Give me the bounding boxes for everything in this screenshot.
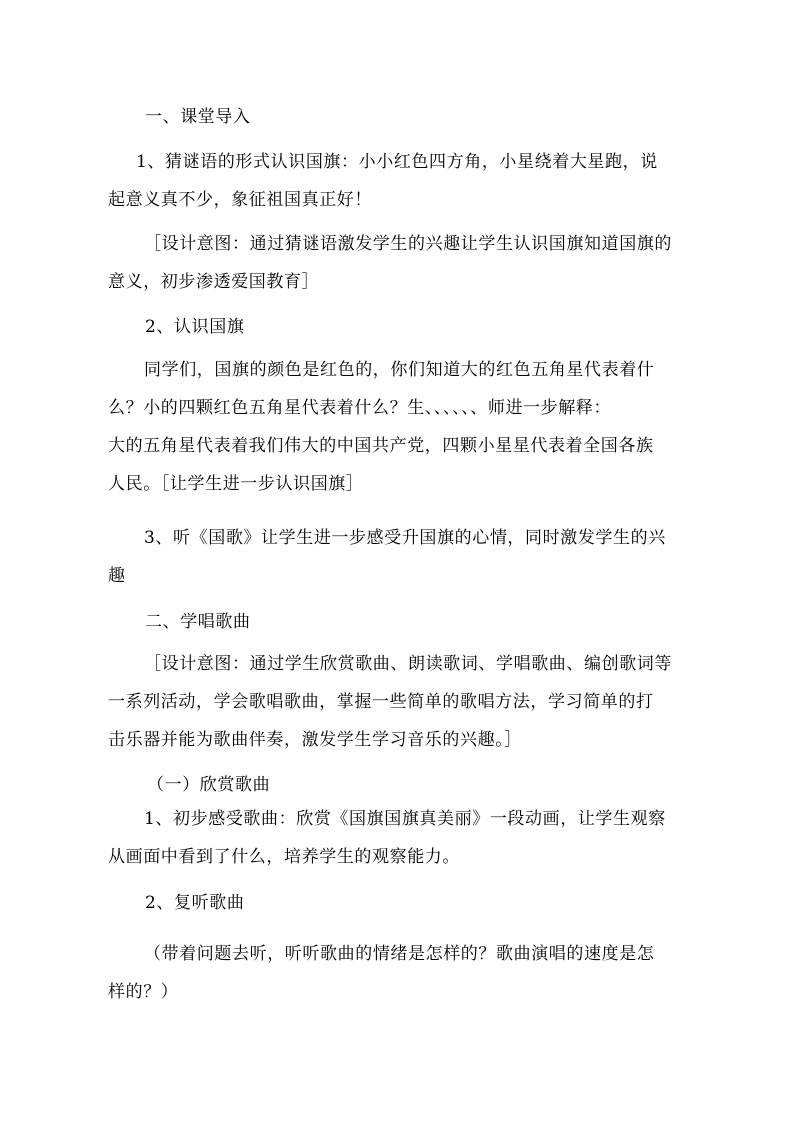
heading-learn-song xyxy=(145,603,729,641)
heading-know-flag xyxy=(145,308,729,346)
paragraph-line: 意义，初步渗透爱国教育］ xyxy=(108,272,320,292)
paragraph-riddle xyxy=(108,143,692,219)
paragraph-flag-meaning xyxy=(108,351,692,503)
paragraph-line: 同学们，国旗的颜色是红色的，你们知道大的红色五角星代表着什 xyxy=(144,360,655,380)
paragraph-line: 击乐器并能为歌曲伴奏，激发学生学习音乐的兴趣。］ xyxy=(108,730,522,750)
paragraph-line: 一系列活动，学会歌唱歌曲，掌握一些简单的歌唱方法，学习简单的打 xyxy=(108,692,654,712)
paragraph-anthem xyxy=(108,519,692,595)
paragraph-line: ［设计意图：通过学生欣赏歌曲、朗读歌词、学唱歌曲、编创歌词等 xyxy=(144,654,672,674)
paragraph-line: 1、猜谜语的形式认识国旗：小小红色四方角，小星绕着大星跑，说 xyxy=(136,152,658,172)
paragraph-line: （带着问题去听，听听歌曲的情绪是怎样的？歌曲演唱的速度是怎 xyxy=(144,944,655,964)
paragraph-line: 样的？） xyxy=(108,982,179,1002)
paragraph-questions xyxy=(108,935,692,1011)
paragraph-line: 大的五角星代表着我们伟大的中国共产党，四颗小星星代表着全国各族 xyxy=(108,436,654,456)
paragraph-first-listen xyxy=(108,800,692,876)
heading-text: 2、认识国旗 xyxy=(145,317,245,337)
heading-text: （一）欣赏歌曲 xyxy=(147,775,271,795)
paragraph-design-intent-2 xyxy=(108,645,692,759)
heading-class-intro xyxy=(145,98,729,136)
heading-text: 一、课堂导入 xyxy=(145,107,251,127)
heading-text: 二、学唱歌曲 xyxy=(145,612,251,632)
paragraph-line: ［设计意图：通过猜谜语激发学生的兴趣让学生认识国旗知道国旗的 xyxy=(144,234,672,254)
paragraph-line: 么？小的四颗红色五角星代表着什么？生、、、、、、师进一步解释： xyxy=(108,398,612,418)
heading-relisten xyxy=(145,884,729,922)
paragraph-design-intent-1 xyxy=(108,225,692,301)
heading-appreciate-song xyxy=(147,766,731,804)
paragraph-line: 从画面中看到了什么，培养学生的观察能力。 xyxy=(108,847,460,867)
paragraph-line: 3、听《国歌》让学生进一步感受升国旗的心情，同时激发学生的兴 xyxy=(144,528,666,548)
paragraph-line: 趣 xyxy=(108,566,126,586)
paragraph-line: 人民。［让学生进一步认识国旗］ xyxy=(108,474,364,494)
heading-text: 2、复听歌曲 xyxy=(145,893,245,913)
paragraph-line: 1、初步感受歌曲：欣赏《国旗国旗真美丽》一段动画，让学生观察 xyxy=(144,809,666,829)
paragraph-line: 起意义真不少，象征祖国真正好！ xyxy=(108,190,372,210)
